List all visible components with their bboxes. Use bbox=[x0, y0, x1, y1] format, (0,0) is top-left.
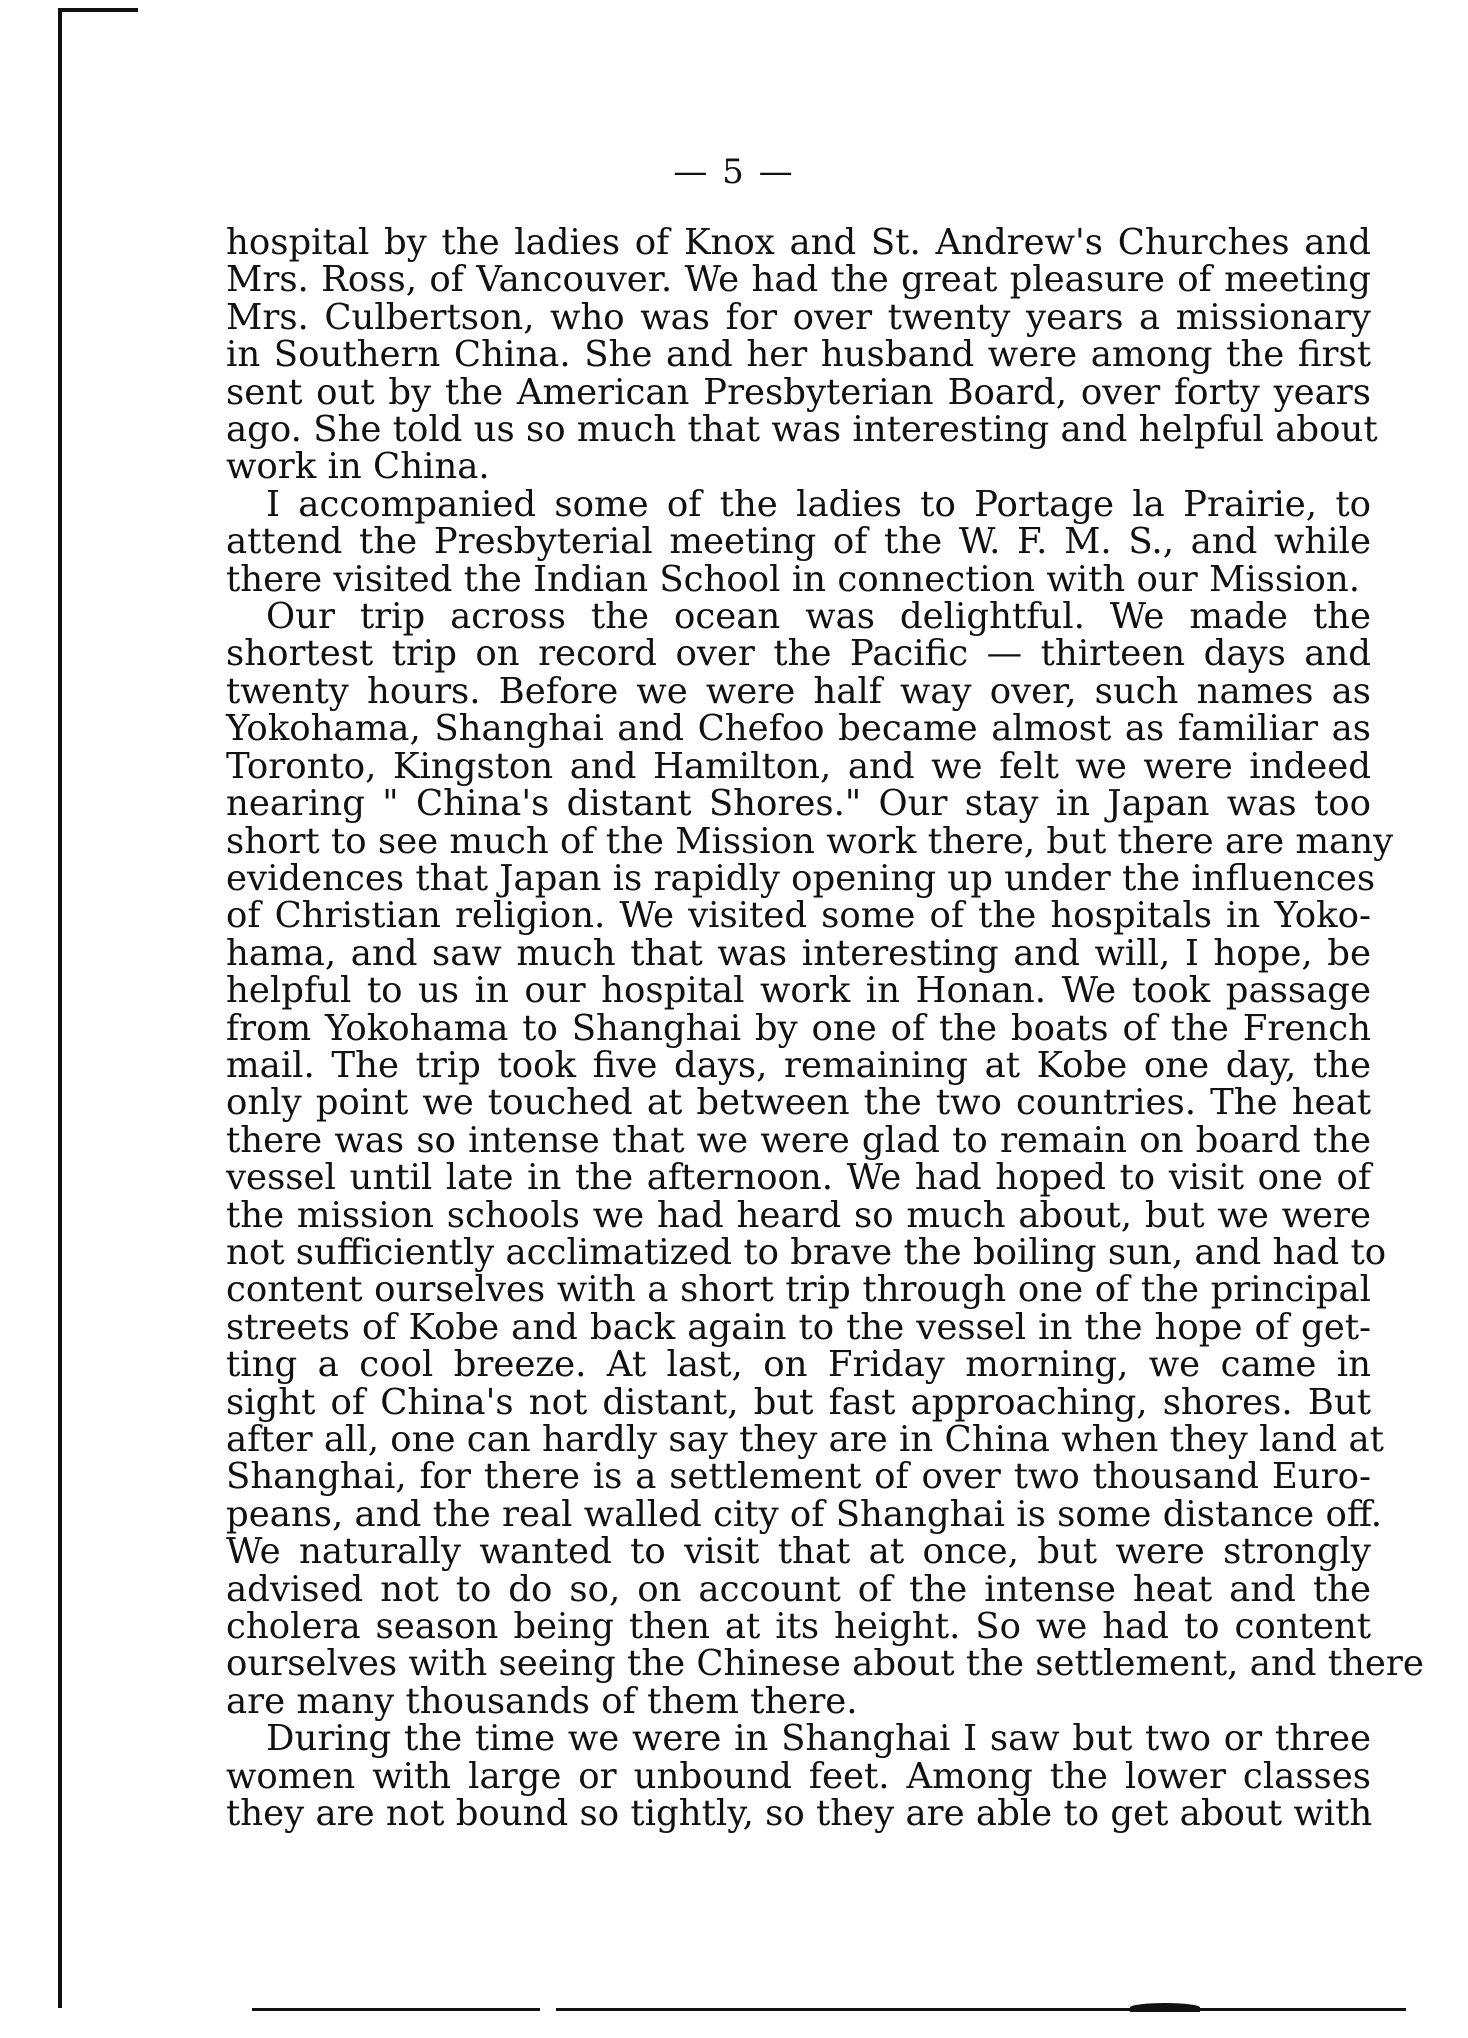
text-line: streets of Kobe and back again to the vessel in the hope of get- bbox=[226, 1306, 1371, 1348]
text-line: work in China. bbox=[226, 446, 490, 488]
text-line: sent out by the American Presbyterian Board, over forty years bbox=[226, 371, 1371, 413]
text-line: cholera season being then at its height. So we had to content bbox=[226, 1606, 1371, 1648]
text-line: from Yokohama to Shanghai by one of the boats of the French bbox=[226, 1007, 1371, 1049]
text-line: Mrs. Ross, of Vancouver. We had the great pleasure of meeting bbox=[226, 259, 1371, 301]
text-line: helpful to us in our hospital work in Honan. We took passage bbox=[226, 970, 1371, 1012]
text-line: women with large or unbound feet. Among the lower classes bbox=[226, 1755, 1371, 1797]
text-line: During the time we were in Shanghai I saw but two or three bbox=[266, 1718, 1371, 1760]
text-line: hospital by the ladies of Knox and St. Andrew's Churches and bbox=[226, 222, 1371, 263]
text-line: content ourselves with a short trip through one of the principal bbox=[226, 1269, 1371, 1311]
text-line: hama, and saw much that was interesting and will, I hope, be bbox=[226, 932, 1371, 974]
text-line: the mission schools we had heard so much about, but we were bbox=[226, 1194, 1371, 1236]
text-line: short to see much of the Mission work there, but there are many bbox=[226, 820, 1394, 862]
page-border-top bbox=[58, 8, 138, 12]
text-line: ourselves with seeing the Chinese about the settlement, and there bbox=[226, 1643, 1424, 1685]
text-line: peans, and the real walled city of Shanghai is some distance off. bbox=[226, 1493, 1383, 1535]
text-line: there was so intense that we were glad to remain on board the bbox=[226, 1119, 1371, 1161]
text-line: nearing " China's distant Shores." Our stay in Japan was too bbox=[226, 783, 1371, 825]
text-line: attend the Presbyterial meeting of the W. F. M. S., and while bbox=[226, 521, 1371, 563]
footer-rule-right bbox=[556, 2008, 1406, 2011]
text-line: ago. She told us so much that was interesting and helpful about bbox=[226, 409, 1378, 451]
text-line: We naturally wanted to visit that at once, but were strongly bbox=[226, 1531, 1371, 1573]
text-line: Mrs. Culbertson, who was for over twenty years a missionary bbox=[226, 296, 1371, 338]
text-line: sight of China's not distant, but fast approaching, shores. But bbox=[226, 1381, 1371, 1423]
text-line: I accompanied some of the ladies to Portage la Prairie, to bbox=[266, 483, 1371, 525]
text-line: Yokohama, Shanghai and Chefoo became almost as familiar as bbox=[226, 708, 1371, 750]
text-line: shortest trip on record over the Pacific — thirteen days and bbox=[226, 633, 1371, 675]
text-line: twenty hours. Before we were half way over, such names as bbox=[226, 670, 1371, 712]
body-text bbox=[226, 222, 1424, 1835]
footer-rule-mark bbox=[1130, 2003, 1200, 2012]
text-line: only point we touched at between the two countries. The heat bbox=[226, 1082, 1371, 1124]
paragraph bbox=[226, 596, 1424, 1722]
text-line: they are not bound so tightly, so they are able to get about with bbox=[226, 1793, 1373, 1835]
page-number: — 5 — bbox=[673, 152, 795, 192]
text-line: after all, one can hardly say they are in China when they land at bbox=[226, 1419, 1384, 1460]
text-line: Toronto, Kingston and Hamilton, and we felt we were indeed bbox=[226, 745, 1371, 787]
paragraph bbox=[226, 1718, 1373, 1835]
text-line: ting a cool breeze. At last, on Friday morning, we came in bbox=[226, 1344, 1371, 1386]
text-line: Our trip across the ocean was delightful. We made the bbox=[266, 596, 1371, 638]
text-line: are many thousands of them there. bbox=[226, 1680, 858, 1722]
text-line: mail. The trip took five days, remaining at Kobe one day, the bbox=[226, 1044, 1371, 1086]
text-line: in Southern China. She and her husband were among the first bbox=[226, 334, 1371, 376]
text-line: not sufficiently acclimatized to brave the boiling sun, and had to bbox=[226, 1231, 1387, 1273]
text-line: advised not to do so, on account of the intense heat and the bbox=[226, 1568, 1371, 1610]
footer-rule-left bbox=[252, 2008, 540, 2011]
text-line: evidences that Japan is rapidly opening up under the influences bbox=[226, 857, 1376, 899]
text-line: Shanghai, for there is a settlement of over two thousand Euro- bbox=[226, 1456, 1371, 1498]
text-line: there visited the Indian School in connection with our Mission. bbox=[226, 558, 1360, 600]
paragraph bbox=[226, 222, 1378, 488]
page-border-left bbox=[58, 8, 62, 2008]
text-line: of Christian religion. We visited some of the hospitals in Yoko- bbox=[226, 895, 1371, 937]
paragraph bbox=[226, 483, 1371, 600]
text-line: vessel until late in the afternoon. We had hoped to visit one of bbox=[226, 1157, 1371, 1199]
